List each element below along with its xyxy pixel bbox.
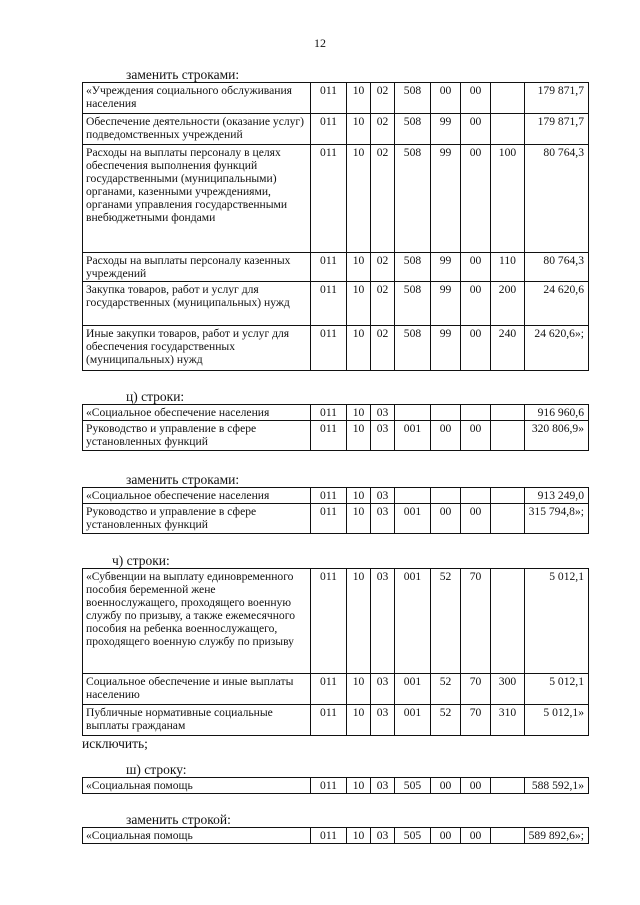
row-name-cell: Обеспечение деятельности (оказание услуг) подведомственных учреждений <box>83 114 311 145</box>
table-row <box>83 674 589 705</box>
code-cell: 001 <box>395 705 431 736</box>
row-name-cell: Закупка товаров, работ и услуг для государственных (муниципальных) нужд <box>83 282 311 326</box>
page-number: 12 <box>314 36 326 50</box>
amount-cell: 589 892,6»; <box>525 828 589 844</box>
code-cell: 03 <box>371 488 395 504</box>
code-cell: 70 <box>461 705 491 736</box>
code-cell: 00 <box>461 83 491 114</box>
section-heading: ц) строки: <box>126 389 185 404</box>
section-heading: заменить строками: <box>126 67 240 82</box>
code-cell: 10 <box>347 253 371 282</box>
table-row <box>83 778 589 794</box>
code-cell: 03 <box>371 674 395 705</box>
code-cell: 00 <box>461 326 491 371</box>
code-cell: 00 <box>461 504 491 534</box>
code-cell: 011 <box>311 405 347 421</box>
table-row <box>83 828 589 844</box>
code-cell <box>395 488 431 504</box>
code-cell: 03 <box>371 705 395 736</box>
row-name-cell: Расходы на выплаты персоналу казенных учреждений <box>83 253 311 282</box>
amount-cell: 80 764,3 <box>525 253 589 282</box>
code-cell: 505 <box>395 828 431 844</box>
code-cell: 02 <box>371 114 395 145</box>
amount-cell: 80 764,3 <box>525 145 589 253</box>
amount-cell: 588 592,1» <box>525 778 589 794</box>
budget-table <box>82 82 589 371</box>
code-cell: 508 <box>395 114 431 145</box>
code-cell: 001 <box>395 504 431 534</box>
code-cell: 03 <box>371 569 395 674</box>
table-row <box>83 83 589 114</box>
row-name-cell: Расходы на выплаты персоналу в целях обеспечения выполнения функций государственными (муниципальными) органами, казенными учреждениями, органами управления государственными внебюджетными фондами <box>83 145 311 253</box>
code-cell: 508 <box>395 83 431 114</box>
amount-cell: 24 620,6»; <box>525 326 589 371</box>
code-cell: 10 <box>347 282 371 326</box>
code-cell <box>431 405 461 421</box>
code-cell: 10 <box>347 326 371 371</box>
code-cell: 508 <box>395 253 431 282</box>
code-cell <box>461 488 491 504</box>
row-name-cell: «Социальное обеспечение населения <box>83 488 311 504</box>
code-cell: 011 <box>311 674 347 705</box>
code-cell: 001 <box>395 569 431 674</box>
row-name-cell: «Социальное обеспечение населения <box>83 405 311 421</box>
code-cell: 011 <box>311 145 347 253</box>
code-cell: 300 <box>491 674 525 705</box>
code-cell: 011 <box>311 705 347 736</box>
budget-table <box>82 568 589 736</box>
table-row <box>83 114 589 145</box>
code-cell: 02 <box>371 253 395 282</box>
code-cell: 505 <box>395 778 431 794</box>
section-heading: ш) строку: <box>126 762 187 777</box>
table-row <box>83 421 589 451</box>
code-cell: 10 <box>347 674 371 705</box>
code-cell: 99 <box>431 114 461 145</box>
code-cell: 02 <box>371 83 395 114</box>
code-cell: 011 <box>311 253 347 282</box>
amount-cell: 5 012,1 <box>525 674 589 705</box>
code-cell <box>491 488 525 504</box>
amount-cell: 5 012,1» <box>525 705 589 736</box>
section-heading: заменить строкой: <box>126 812 231 827</box>
code-cell: 00 <box>461 253 491 282</box>
code-cell: 10 <box>347 569 371 674</box>
code-cell: 02 <box>371 145 395 253</box>
code-cell: 00 <box>431 421 461 451</box>
code-cell <box>491 504 525 534</box>
code-cell: 99 <box>431 282 461 326</box>
code-cell <box>491 569 525 674</box>
amount-cell: 916 960,6 <box>525 405 589 421</box>
code-cell: 10 <box>347 778 371 794</box>
code-cell <box>491 83 525 114</box>
amount-cell: 315 794,8»; <box>525 504 589 534</box>
code-cell: 011 <box>311 488 347 504</box>
amount-cell: 320 806,9» <box>525 421 589 451</box>
section-heading: ч) строки: <box>112 553 170 568</box>
budget-table <box>82 777 589 794</box>
code-cell: 52 <box>431 674 461 705</box>
code-cell: 10 <box>347 705 371 736</box>
budget-table <box>82 487 589 534</box>
code-cell: 310 <box>491 705 525 736</box>
code-cell <box>491 421 525 451</box>
code-cell: 200 <box>491 282 525 326</box>
code-cell: 110 <box>491 253 525 282</box>
code-cell <box>491 405 525 421</box>
row-name-cell: Руководство и управление в сфере установленных функций <box>83 421 311 451</box>
code-cell: 02 <box>371 282 395 326</box>
row-name-cell: Социальное обеспечение и иные выплаты населению <box>83 674 311 705</box>
code-cell: 10 <box>347 828 371 844</box>
code-cell <box>395 405 431 421</box>
code-cell: 508 <box>395 282 431 326</box>
code-cell: 03 <box>371 421 395 451</box>
budget-table <box>82 827 589 844</box>
code-cell: 508 <box>395 145 431 253</box>
table-row <box>83 705 589 736</box>
code-cell: 03 <box>371 504 395 534</box>
code-cell: 70 <box>461 674 491 705</box>
row-name-cell: Иные закупки товаров, работ и услуг для обеспечения государственных (муниципальных) нужд <box>83 326 311 371</box>
code-cell: 10 <box>347 114 371 145</box>
code-cell: 240 <box>491 326 525 371</box>
code-cell: 00 <box>461 145 491 253</box>
code-cell: 70 <box>461 569 491 674</box>
code-cell <box>491 778 525 794</box>
code-cell: 03 <box>371 778 395 794</box>
amount-cell: 913 249,0 <box>525 488 589 504</box>
code-cell: 011 <box>311 569 347 674</box>
code-cell: 00 <box>431 504 461 534</box>
code-cell: 011 <box>311 83 347 114</box>
code-cell <box>491 114 525 145</box>
row-name-cell: «Учреждения социального обслуживания населения <box>83 83 311 114</box>
code-cell: 011 <box>311 504 347 534</box>
code-cell: 99 <box>431 145 461 253</box>
exclude-note: исключить; <box>82 736 148 751</box>
table-row <box>83 145 589 253</box>
code-cell: 52 <box>431 569 461 674</box>
code-cell: 00 <box>431 828 461 844</box>
row-name-cell: Публичные нормативные социальные выплаты гражданам <box>83 705 311 736</box>
code-cell: 10 <box>347 504 371 534</box>
row-name-cell: Руководство и управление в сфере установленных функций <box>83 504 311 534</box>
amount-cell: 179 871,7 <box>525 83 589 114</box>
table-row <box>83 504 589 534</box>
code-cell: 03 <box>371 828 395 844</box>
code-cell: 001 <box>395 674 431 705</box>
code-cell: 99 <box>431 326 461 371</box>
code-cell <box>491 828 525 844</box>
code-cell: 00 <box>461 778 491 794</box>
row-name-cell: «Социальная помощь <box>83 828 311 844</box>
code-cell: 100 <box>491 145 525 253</box>
code-cell: 00 <box>461 114 491 145</box>
code-cell: 00 <box>461 421 491 451</box>
code-cell: 10 <box>347 83 371 114</box>
code-cell: 52 <box>431 705 461 736</box>
code-cell: 00 <box>461 282 491 326</box>
table-row <box>83 253 589 282</box>
code-cell: 011 <box>311 326 347 371</box>
amount-cell: 24 620,6 <box>525 282 589 326</box>
code-cell: 00 <box>431 83 461 114</box>
row-name-cell: «Субвенции на выплату единовременного пособия беременной жене военнослужащего, проходящего военную службу по призыву, а также ежемесячного пособия на ребенка военнослужащего, проходящего военную службу по призыву <box>83 569 311 674</box>
amount-cell: 5 012,1 <box>525 569 589 674</box>
code-cell: 99 <box>431 253 461 282</box>
row-name-cell: «Социальная помощь <box>83 778 311 794</box>
code-cell <box>431 488 461 504</box>
table-row <box>83 488 589 504</box>
code-cell: 011 <box>311 114 347 145</box>
code-cell <box>461 405 491 421</box>
table-row <box>83 405 589 421</box>
code-cell: 508 <box>395 326 431 371</box>
table-row <box>83 569 589 674</box>
budget-table <box>82 404 589 451</box>
code-cell: 10 <box>347 145 371 253</box>
code-cell: 011 <box>311 282 347 326</box>
code-cell: 011 <box>311 778 347 794</box>
code-cell: 00 <box>461 828 491 844</box>
table-row <box>83 282 589 326</box>
code-cell: 00 <box>431 778 461 794</box>
code-cell: 10 <box>347 488 371 504</box>
code-cell: 001 <box>395 421 431 451</box>
code-cell: 011 <box>311 828 347 844</box>
code-cell: 011 <box>311 421 347 451</box>
code-cell: 02 <box>371 326 395 371</box>
code-cell: 10 <box>347 405 371 421</box>
table-row <box>83 326 589 371</box>
amount-cell: 179 871,7 <box>525 114 589 145</box>
section-heading: заменить строками: <box>126 472 240 487</box>
code-cell: 03 <box>371 405 395 421</box>
code-cell: 10 <box>347 421 371 451</box>
